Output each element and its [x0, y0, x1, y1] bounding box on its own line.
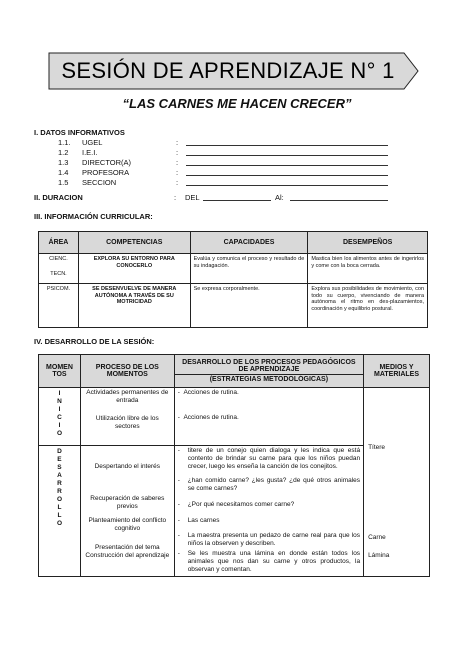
estrategia-item: ¿han comido carne? ¿les gusta? ¿de qué otros animales se come carnes? — [187, 477, 361, 492]
duracion-del-label: DEL — [185, 193, 200, 202]
header-desarrollo-cell — [174, 355, 363, 388]
phase-letter: C — [57, 414, 62, 421]
duracion-al-label: Al: — [275, 193, 284, 202]
datos-label: SECCION — [82, 178, 117, 187]
datos-sep: : — [176, 148, 179, 157]
curricular-row — [39, 284, 428, 328]
estrategia-item: Las carnes — [187, 517, 220, 524]
datos-label: I.E.I. — [82, 148, 98, 157]
datos-sep: : — [176, 168, 179, 177]
datos-sep: : — [176, 158, 179, 167]
datos-fill-line — [186, 165, 388, 166]
medio-item: Lámina — [368, 552, 390, 559]
phase-letter: L — [57, 504, 62, 511]
proceso-item: Construcción del aprendizaje — [85, 552, 170, 559]
header-area: ÁREA — [39, 232, 79, 254]
phase-letter: O — [56, 430, 62, 437]
datos-label: DIRECTOR(A) — [82, 158, 132, 167]
medio-item: Títere — [368, 444, 386, 451]
header-estrategias: (ESTRATEGIAS METODOLÓGICAS) — [175, 374, 363, 384]
datos-fill-line — [186, 185, 388, 186]
desarrollo-letters — [39, 446, 81, 577]
datos-num: 1.4 — [58, 168, 69, 177]
desarrollo-procesos — [80, 446, 174, 577]
title-banner — [48, 52, 420, 90]
desarrollo-table — [38, 354, 430, 577]
phase-letter: D — [57, 448, 62, 455]
inicio-estrategias: - Acciones de rutina. - Acciones de rutina. — [174, 388, 363, 446]
curricular-heading: III. INFORMACIÓN CURRICULAR: — [34, 212, 153, 221]
datos-item-ugel — [58, 138, 458, 148]
estrategia-item: Se les muestra una lámina en donde están todos los animales que nos dan su carne y otros productos, la observan y comentan. — [187, 550, 361, 573]
curricular-table — [38, 231, 428, 328]
area-name: CIENC. — [49, 256, 68, 262]
phase-letter: E — [57, 456, 62, 463]
datos-num: 1.5 — [58, 178, 69, 187]
header-capacidades: CAPACIDADES — [190, 232, 308, 254]
area-cell — [39, 254, 79, 284]
phase-letter: O — [56, 496, 62, 503]
estrategia-item: La maestra presenta un pedazo de carne real para que los niños la observen y describen. — [187, 532, 361, 547]
phase-letter: I — [58, 422, 61, 429]
datos-fill-line — [186, 155, 388, 156]
proceso-item: Recuperación de saberes previos — [90, 495, 165, 510]
phase-letter: A — [57, 472, 62, 479]
datos-item-iei — [58, 148, 458, 158]
datos-label: UGEL — [82, 138, 103, 147]
datos-sep: : — [176, 138, 179, 147]
datos-item-director — [58, 158, 458, 168]
datos-item-profesora — [58, 168, 458, 178]
duracion-al-line — [290, 200, 388, 201]
desempeno-cell: Explora sus posibilidades de movimiento, con todo su cuerpo, vivenciando de manera autónoma el ritmo en des-plazamientos, coordinación y equilibrio postural. — [308, 284, 428, 328]
duracion-sep: : — [174, 193, 177, 202]
phase-letter: I — [58, 406, 61, 413]
estrategia-item: titere de un conejo quien dialoga y les indica que está contento de brindar su carne para que los niños puedan crecer, luego les enseña la canción de los conejitos. — [187, 447, 361, 470]
header-proceso: PROCESO DE LOS MOMENTOS — [80, 355, 174, 388]
capacidad-cell: Se expresa corporalmente. — [190, 284, 308, 328]
datos-item-seccion — [58, 178, 458, 188]
competencia-cell: EXPLORA SU ENTORNO PARA CONOCERLO — [78, 254, 190, 284]
estrategia-item: Acciones de rutina. — [183, 414, 239, 421]
phase-letter: R — [57, 488, 62, 495]
proceso-item: Presentación del tema — [94, 544, 160, 551]
inicio-row — [39, 388, 430, 446]
header-competencias: COMPETENCIAS — [78, 232, 190, 254]
datos-num: 1.2 — [58, 148, 69, 157]
datos-list — [58, 138, 458, 188]
phase-letter: R — [57, 480, 62, 487]
curricular-row — [39, 254, 428, 284]
datos-fill-line — [186, 145, 388, 146]
proceso-item: Despertando el interés — [94, 463, 161, 470]
phase-letter: S — [57, 464, 62, 471]
estrategia-item: ¿Por qué necesitamos comer carne? — [187, 501, 295, 508]
proceso-item: Utilización libre de los sectores — [95, 415, 159, 430]
curricular-header-row — [39, 232, 428, 254]
medio-item: Carne — [368, 534, 386, 541]
header-desarrollo: DESARROLLO DE LOS PROCESOS PEDAGÓGICOS DE APRENDIZAJE — [182, 359, 356, 373]
datos-heading: I. DATOS INFORMATIVOS — [34, 128, 125, 137]
desarrollo-heading: IV. DESARROLLO DE LA SESIÓN: — [34, 337, 155, 346]
inicio-letters — [39, 388, 81, 446]
header-desempenos: DESEMPEÑOS — [308, 232, 428, 254]
desempeno-cell: Mastica bien los alimentos antes de ingerirlos y come con la boca cerrada. — [308, 254, 428, 284]
medios-cell — [364, 388, 430, 577]
duracion-del-line — [203, 200, 271, 201]
datos-num: 1.1. — [58, 138, 71, 147]
capacidad-cell: Evalúa y comunica el proceso y resultado de su indagación. — [190, 254, 308, 284]
desarrollo-estrategias: - titere de un conejo quien dialoga y les indica que está contento de brindar su carne para que los niños puedan crecer, luego les enseña la canción de los conejitos. - ¿han comido carne? ¿les gusta? ¿de qué otros animales se come carnes? - ¿Por qué necesitamos comer carne? - Las carnes - La maestra presenta un pedazo de carne real para que los niños la observen y describen. - Se les muestra una lámina en donde están todos los animales que nos dan su carne y otros productos, la observan y comentan. — [174, 446, 363, 577]
proceso-item: Planteamiento del conflicto cognitivo — [88, 517, 167, 532]
desarrollo-header-row — [39, 355, 430, 388]
session-subtitle: “LAS CARNES ME HACEN CRECER” — [122, 96, 352, 111]
datos-sep: : — [176, 178, 179, 187]
datos-fill-line — [186, 175, 388, 176]
datos-num: 1.3 — [58, 158, 69, 167]
proceso-item: Actividades permanentes de entrada — [86, 389, 169, 404]
header-momentos: MOMEN TOS — [39, 355, 81, 388]
phase-letter: I — [58, 390, 61, 397]
datos-label: PROFESORA — [82, 168, 130, 177]
inicio-procesos — [80, 388, 174, 446]
phase-letter: L — [57, 512, 62, 519]
page-title: SESIÓN DE APRENDIZAJE N° 1 — [61, 58, 395, 83]
area-cell: PSICOM. — [39, 284, 79, 328]
competencia-cell: SE DESENVUELVE DE MANERA AUTÓNOMA A TRAVÉS DE SU MOTRICIDAD — [78, 284, 190, 328]
phase-letter: O — [56, 520, 62, 527]
duracion-heading: II. DURACION — [34, 193, 83, 202]
area-name-2: TECN. — [50, 270, 67, 277]
phase-letter: N — [57, 398, 62, 405]
estrategia-item: Acciones de rutina. — [183, 389, 239, 396]
header-medios: MEDIOS Y MATERIALES — [364, 355, 430, 388]
